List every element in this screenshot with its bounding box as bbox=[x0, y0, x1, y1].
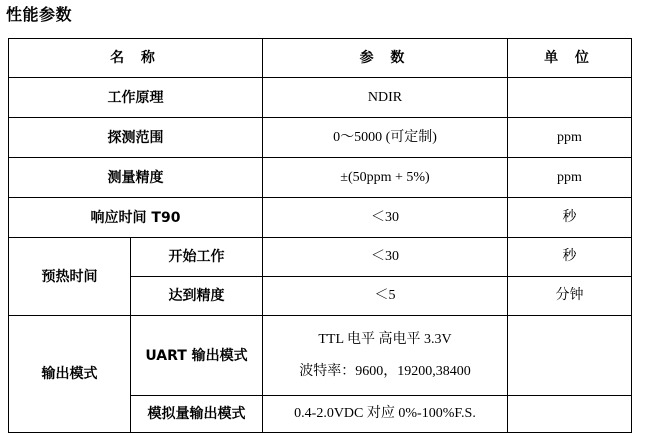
header-name: 名 称 bbox=[9, 39, 263, 78]
row-unit-accuracy: ppm bbox=[508, 158, 632, 198]
uart-line-1: TTL 电平 高电平 3.3V bbox=[318, 331, 452, 347]
sub-value-precision: ＜5 bbox=[263, 277, 508, 316]
sub-label-uart: UART 输出模式 bbox=[131, 316, 263, 396]
row-value-range: 0～5000 (可定制) bbox=[263, 118, 508, 158]
table-row bbox=[9, 118, 632, 158]
row-unit-range: ppm bbox=[508, 118, 632, 158]
table-row bbox=[9, 238, 632, 277]
row-label-output: 输出模式 bbox=[9, 316, 131, 433]
sub-value-analog: 0.4-2.0VDC 对应 0%-100%F.S. bbox=[263, 396, 508, 433]
spec-table bbox=[8, 38, 632, 433]
sub-unit-uart bbox=[508, 316, 632, 396]
sub-value-uart bbox=[263, 316, 508, 396]
sub-value-start: ＜30 bbox=[263, 238, 508, 277]
uart-line-2: 波特率：9600，19200,38400 bbox=[299, 363, 471, 379]
row-label-principle: 工作原理 bbox=[9, 78, 263, 118]
row-unit-principle bbox=[508, 78, 632, 118]
table-row bbox=[9, 158, 632, 198]
sub-unit-start: 秒 bbox=[508, 238, 632, 277]
row-label-response: 响应时间 T90 bbox=[9, 198, 263, 238]
sub-unit-precision: 分钟 bbox=[508, 277, 632, 316]
row-label-range: 探测范围 bbox=[9, 118, 263, 158]
header-row bbox=[9, 39, 632, 78]
row-label-preheat: 预热时间 bbox=[9, 238, 131, 316]
sub-label-start: 开始工作 bbox=[131, 238, 263, 277]
row-value-response: ＜30 bbox=[263, 198, 508, 238]
row-unit-response: 秒 bbox=[508, 198, 632, 238]
header-unit: 单 位 bbox=[508, 39, 632, 78]
sub-label-precision: 达到精度 bbox=[131, 277, 263, 316]
sub-label-analog: 模拟量输出模式 bbox=[131, 396, 263, 433]
sub-unit-analog bbox=[508, 396, 632, 433]
header-param: 参 数 bbox=[263, 39, 508, 78]
table-row bbox=[9, 316, 632, 396]
row-value-accuracy: ±(50ppm + 5%) bbox=[263, 158, 508, 198]
row-label-accuracy: 测量精度 bbox=[9, 158, 263, 198]
section-title: 性能参数 bbox=[6, 5, 73, 24]
row-value-principle: NDIR bbox=[263, 78, 508, 118]
table-row bbox=[9, 198, 632, 238]
table-row bbox=[9, 78, 632, 118]
